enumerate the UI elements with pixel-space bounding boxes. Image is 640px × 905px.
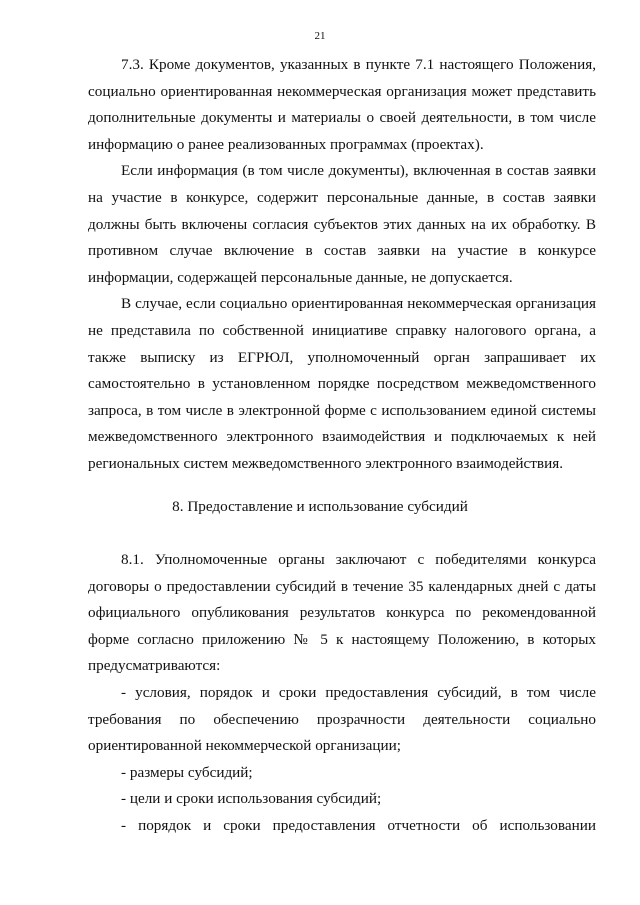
text-line: 8.1. Уполномоченные органы заключают с победителями конкурса [121,551,596,568]
text-line: официального опубликования результатов конкурса по рекомендованной [88,604,596,622]
text-line: информацию о ранее реализованных программах (проектах). [88,135,484,153]
text-line: информации, содержащей персональные данные, не допускается. [88,268,513,286]
text-line: должны быть включены согласия субъектов этих данных на их обработку. В [88,215,596,233]
text-line: также выписку из ЕГРЮЛ, уполномоченный орган запрашивает их [88,348,596,366]
text-line: форме согласно приложению № 5 к настоящему Положению, в которых [88,630,596,648]
list-item-line: - условия, порядок и сроки предоставления субсидий, в том числе [121,683,596,701]
text-line: противном случае включение в состав заявки на участие в конкурсе [88,242,596,260]
section-heading: 8. Предоставление и использование субсидий [172,498,468,515]
text-line: на участие в конкурсе, содержит персональные данные, в состав заявки [88,188,596,206]
section-8-text [88,547,596,840]
text-line: запроса, в том числе в электронной форме с использованием единой системы [88,401,596,419]
list-item-line: требования по обеспечению прозрачности деятельности социально [88,710,596,728]
list-item-line: - цели и сроки использования субсидий; [121,790,382,808]
list-item-line: - размеры субсидий; [121,763,253,781]
text-line: В случае, если социально ориентированная некоммерческая организация [121,295,596,313]
text-line: социально ориентированная некоммерческая организация может представить [88,82,596,100]
text-line: предусматриваются: [88,657,221,675]
list-item-line: - порядок и сроки предоставления отчетности об использовании [121,816,596,834]
text-line: межведомственного электронного взаимодействия и подключаемых к ней [88,428,596,446]
text-line: самостоятельно в установленном порядке посредством межведомственного [88,375,596,393]
text-line: 7.3. Кроме документов, указанных в пункте 7.1 настоящего Положения, [121,56,596,73]
text-line: не представила по собственной инициативе справку налогового органа, а [88,321,596,339]
text-line: договоры о предоставлении субсидий в течение 35 календарных дней с даты [88,577,596,595]
page-number: 21 [314,30,326,42]
section-7-text [88,52,596,478]
text-line: дополнительные документы и материалы о своей деятельности, в том числе [88,109,596,127]
text-line: Если информация (в том числе документы), включенная в состав заявки [121,162,596,180]
list-item-line: ориентированной некоммерческой организации; [88,737,401,755]
text-line: региональных систем межведомственного электронного взаимодействия. [88,454,564,472]
